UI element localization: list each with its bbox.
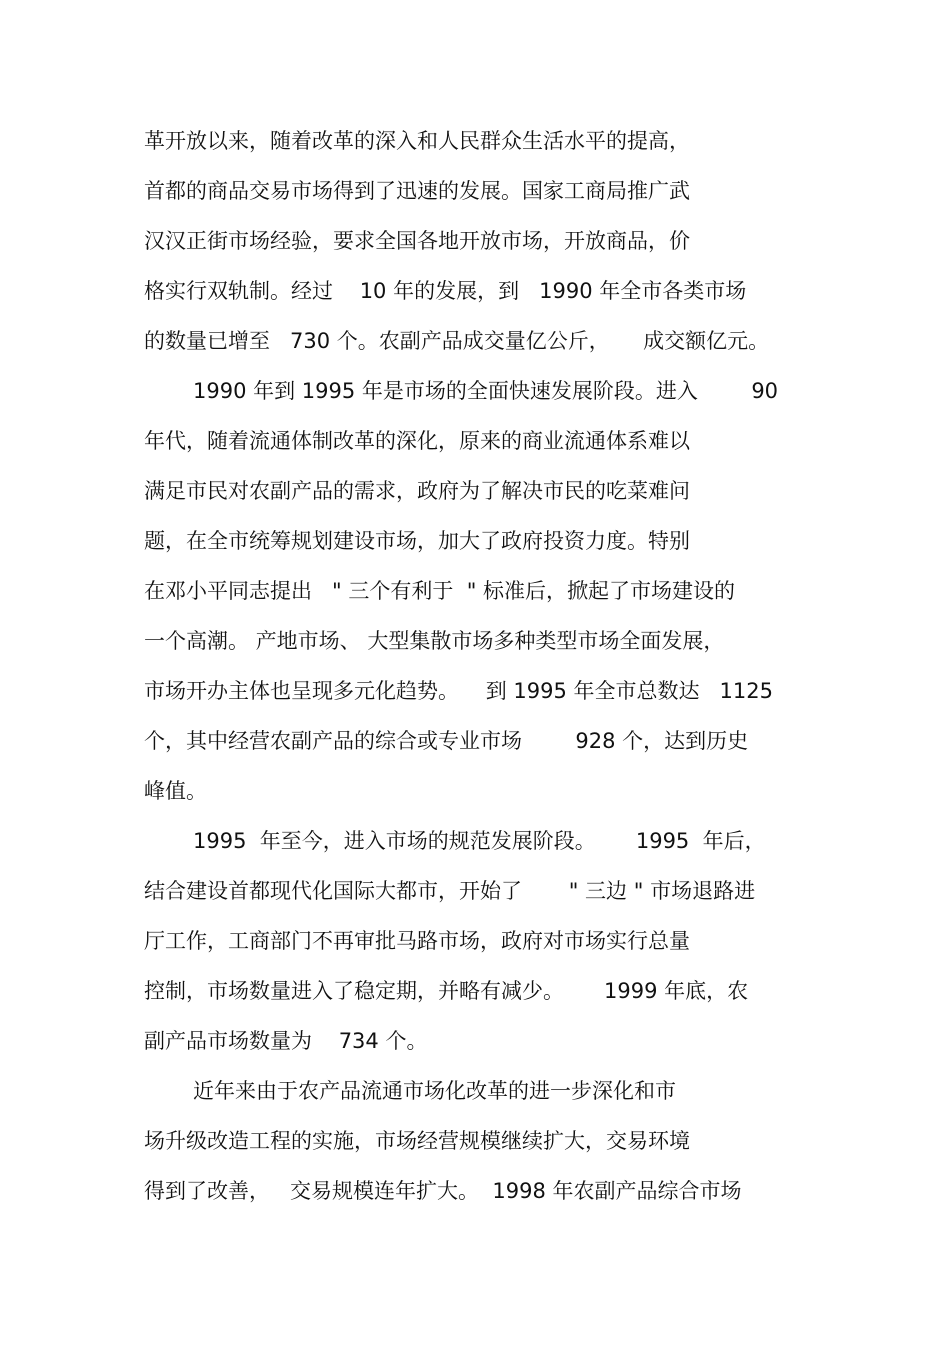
paragraph-first-line: 1995 年至今，进入市场的规范发展阶段。 1995 年后， [193, 829, 766, 853]
text-line: 峰值。 [144, 779, 207, 803]
text-line: 年代，随着流通体制改革的深化，原来的商业流通体系难以 [144, 429, 690, 453]
text-line: 一个高潮。 产地市场、 大型集散市场多种类型市场全面发展， [144, 629, 725, 653]
paragraph-first-line: 近年来由于农产品流通市场化改革的进一步深化和市 [193, 1079, 676, 1103]
text-line: 在邓小平同志提出 " 三个有利于 " 标准后，掀起了市场建设的 [144, 579, 736, 603]
text-line: 满足市民对农副产品的需求，政府为了解决市民的吃菜难问 [144, 479, 690, 503]
text-line: 市场开办主体也呈现多元化趋势。 到 1995 年全市总数达 1125 [144, 679, 773, 703]
text-line: 得到了改善， 交易规模连年扩大。 1998 年农副产品综合市场 [144, 1179, 742, 1203]
paragraph-first-line: 1990 年到 1995 年是市场的全面快速发展阶段。进入 90 [193, 379, 779, 403]
text-line: 控制，市场数量进入了稳定期，并略有减少。 1999 年底，农 [144, 979, 749, 1003]
text-line: 厅工作，工商部门不再审批马路市场，政府对市场实行总量 [144, 929, 690, 953]
text-line: 格实行双轨制。经过 10 年的发展，到 1990 年全市各类市场 [144, 279, 747, 303]
text-line: 结合建设首都现代化国际大都市，开始了 " 三边 " 市场退路进 [144, 879, 756, 903]
text-line: 个，其中经营农副产品的综合或专业市场 928 个，达到历史 [144, 729, 749, 753]
text-line: 革开放以来，随着改革的深入和人民群众生活水平的提高， [144, 129, 690, 153]
text-line: 首都的商品交易市场得到了迅速的发展。国家工商局推广武 [144, 179, 690, 203]
text-line: 副产品市场数量为 734 个。 [144, 1029, 428, 1053]
text-line: 汉汉正街市场经验，要求全国各地开放市场，开放商品，价 [144, 229, 690, 253]
text-line: 题，在全市统筹规划建设市场，加大了政府投资力度。特别 [144, 529, 690, 553]
text-line: 的数量已增至 730 个。农副产品成交量亿公斤， 成交额亿元。 [144, 329, 770, 353]
text-line: 场升级改造工程的实施，市场经营规模继续扩大，交易环境 [144, 1129, 690, 1153]
